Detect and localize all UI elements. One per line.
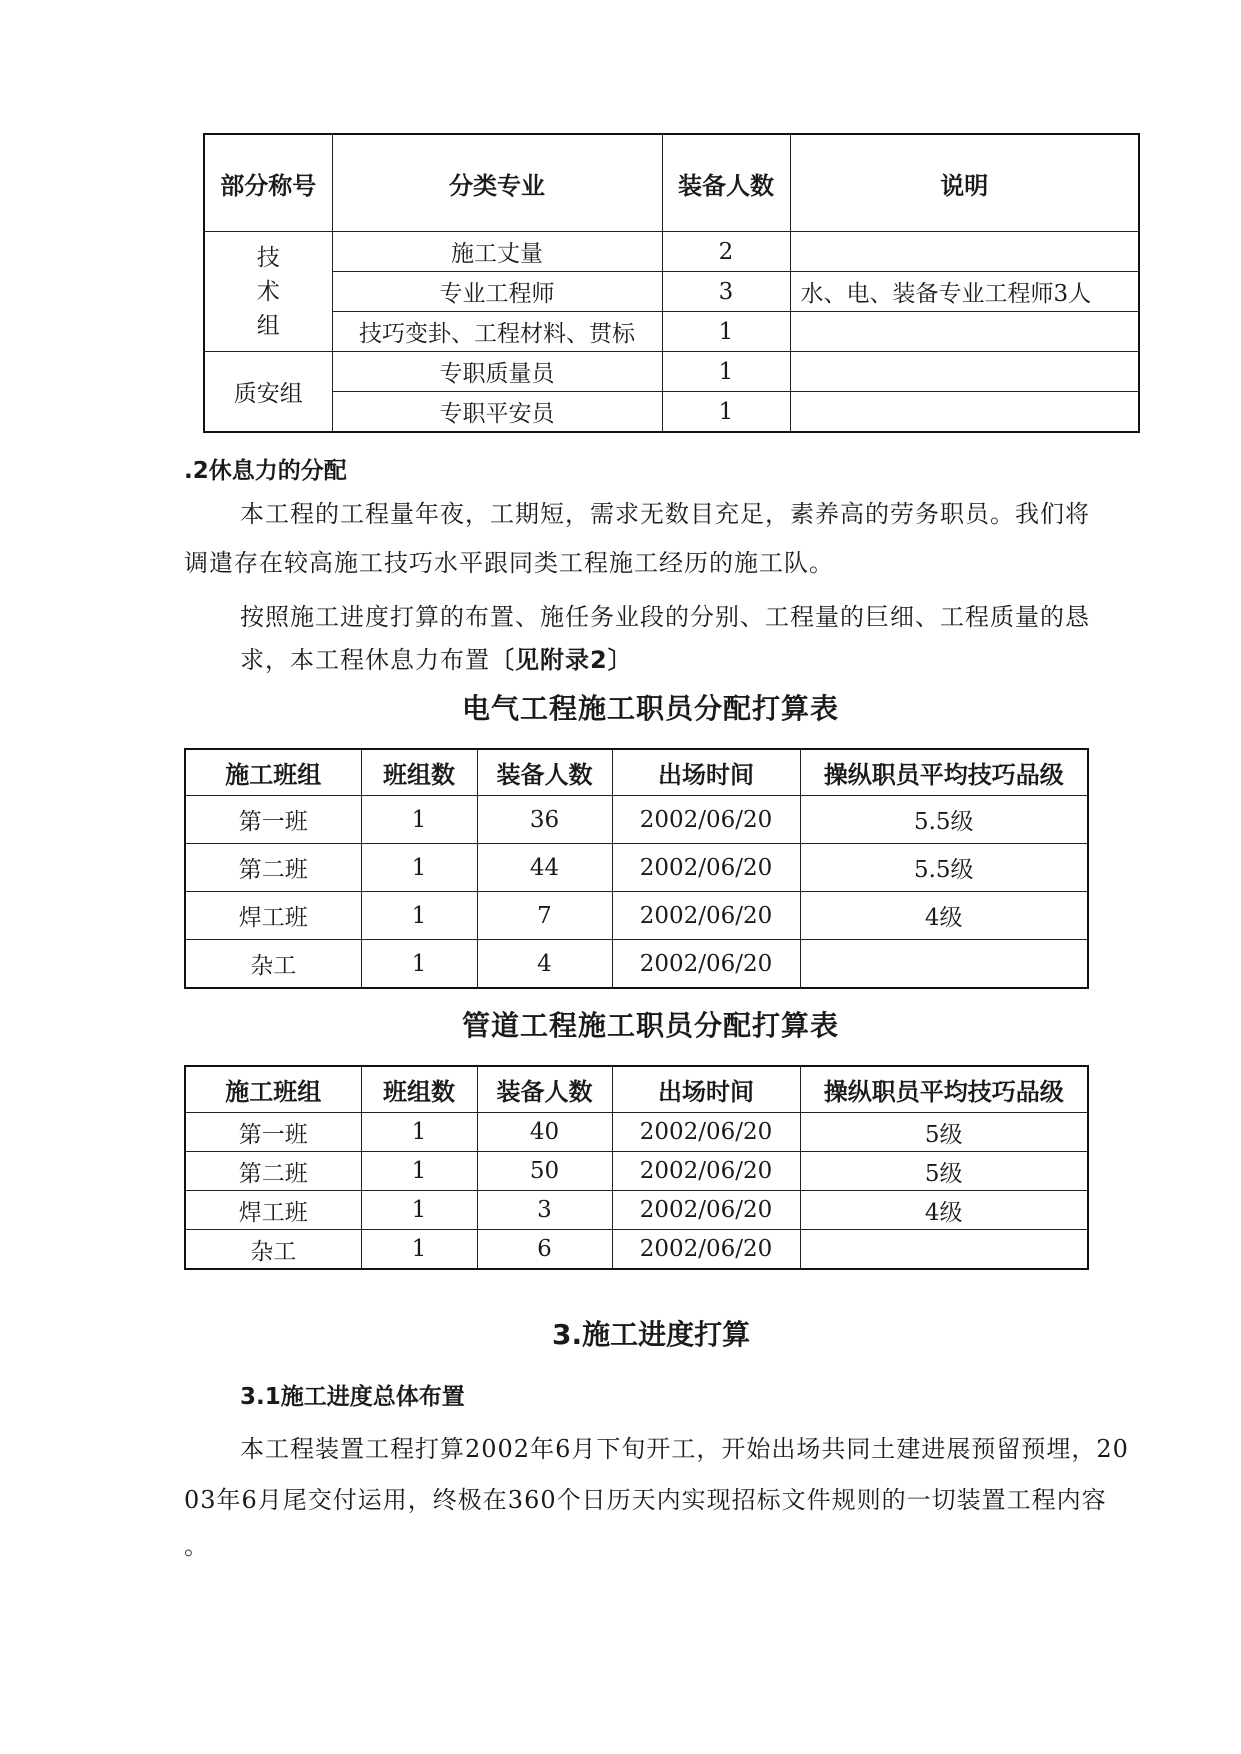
- note-cell: 水、电、装备专业工程师3人: [790, 272, 1139, 312]
- header-cell: 班组数: [361, 1066, 477, 1113]
- header-cell: 操纵职员平均技巧品级: [800, 749, 1088, 796]
- grade-cell: [800, 1230, 1088, 1270]
- group-count-cell: 1: [361, 1113, 477, 1152]
- paragraph-line: 调遣存在较高施工技巧水平跟同类工程施工经历的施工队。: [184, 549, 834, 577]
- header-cell: 施工班组: [185, 1066, 361, 1113]
- staff-count-cell: 44: [477, 844, 612, 892]
- staff-count-cell: 3: [477, 1191, 612, 1230]
- section-heading: 3.施工进度打算: [552, 1318, 751, 1351]
- appendix-reference: 〔见附录2〕: [490, 646, 633, 674]
- header-cell: 说明: [790, 134, 1139, 232]
- crew-cell: 焊工班: [185, 1191, 361, 1230]
- staff-count-cell: 40: [477, 1113, 612, 1152]
- specialty-cell: 技巧变卦、工程材料、贯标: [332, 312, 662, 352]
- staff-count-cell: 36: [477, 796, 612, 844]
- crew-cell: 第二班: [185, 1152, 361, 1191]
- table-header-row: [185, 749, 1088, 796]
- header-cell: 分类专业: [332, 134, 662, 232]
- table-row: [185, 796, 1088, 844]
- table-row: [185, 892, 1088, 940]
- group-count-cell: 1: [361, 940, 477, 989]
- table-row: [204, 272, 1139, 312]
- group-count-cell: 1: [361, 1230, 477, 1270]
- crew-cell: 第一班: [185, 796, 361, 844]
- group-count-cell: 1: [361, 1191, 477, 1230]
- date-cell: 2002/06/20: [612, 1113, 800, 1152]
- header-cell: 部分称号: [204, 134, 332, 232]
- table-title: 管道工程施工职员分配打算表: [462, 1009, 840, 1042]
- date-cell: 2002/06/20: [612, 1230, 800, 1270]
- group-name-quality: 质安组: [204, 352, 332, 433]
- table-row: [185, 1230, 1088, 1270]
- header-cell: 装备人数: [477, 749, 612, 796]
- date-cell: 2002/06/20: [612, 1191, 800, 1230]
- specialty-cell: 专职质量员: [332, 352, 662, 392]
- count-cell: 1: [662, 352, 790, 392]
- date-cell: 2002/06/20: [612, 1152, 800, 1191]
- table-row: [185, 1191, 1088, 1230]
- table-row: [204, 392, 1139, 433]
- crew-cell: 第二班: [185, 844, 361, 892]
- crew-cell: 杂工: [185, 940, 361, 989]
- table-row: [204, 352, 1139, 392]
- table-row: [204, 232, 1139, 272]
- specialty-cell: 专业工程师: [332, 272, 662, 312]
- date-cell: 2002/06/20: [612, 892, 800, 940]
- count-cell: 3: [662, 272, 790, 312]
- date-cell: 2002/06/20: [612, 940, 800, 989]
- pipeline-crew-table: [184, 1065, 1089, 1270]
- staff-count-cell: 6: [477, 1230, 612, 1270]
- paragraph-text: 求，本工程休息力布置: [240, 646, 490, 674]
- group-name-tech: [204, 232, 332, 352]
- crew-cell: 第一班: [185, 1113, 361, 1152]
- header-cell: 施工班组: [185, 749, 361, 796]
- grade-cell: 5级: [800, 1113, 1088, 1152]
- paragraph-line: 03年6月尾交付运用，终极在360个日历天内实现招标文件规则的一切装置工程内容: [184, 1486, 1107, 1514]
- header-cell: 出场时间: [612, 1066, 800, 1113]
- group-name-char: 术: [256, 278, 280, 305]
- note-cell: [790, 352, 1139, 392]
- grade-cell: 4级: [800, 1191, 1088, 1230]
- sub-heading: 3.1施工进度总体布置: [240, 1384, 465, 1410]
- header-cell: 班组数: [361, 749, 477, 796]
- note-cell: [790, 312, 1139, 352]
- count-cell: 2: [662, 232, 790, 272]
- group-count-cell: 1: [361, 796, 477, 844]
- group-name-char: 组: [256, 312, 280, 339]
- group-count-cell: 1: [361, 892, 477, 940]
- header-cell: 操纵职员平均技巧品级: [800, 1066, 1088, 1113]
- department-staff-table: [203, 133, 1140, 433]
- specialty-cell: 专职平安员: [332, 392, 662, 433]
- staff-count-cell: 7: [477, 892, 612, 940]
- table-header-row: [185, 1066, 1088, 1113]
- table-row: [185, 940, 1088, 989]
- staff-count-cell: 4: [477, 940, 612, 989]
- grade-cell: 5.5级: [800, 844, 1088, 892]
- paragraph-line: 本工程装置工程打算2002年6月下旬开工，开始出场共同土建进展预留预埋，20: [240, 1435, 1129, 1463]
- grade-cell: 5级: [800, 1152, 1088, 1191]
- table-title: 电气工程施工职员分配打算表: [462, 692, 840, 725]
- date-cell: 2002/06/20: [612, 844, 800, 892]
- table-row: [185, 1152, 1088, 1191]
- table-row: [204, 312, 1139, 352]
- table-header-row: [204, 134, 1139, 232]
- group-name-char: 技: [256, 244, 280, 271]
- grade-cell: 4级: [800, 892, 1088, 940]
- note-cell: [790, 232, 1139, 272]
- electrical-crew-table: [184, 748, 1089, 989]
- section-heading: .2休息力的分配: [184, 458, 347, 484]
- table-row: [185, 1113, 1088, 1152]
- note-cell: [790, 392, 1139, 433]
- paragraph-line: 按照施工进度打算的布置、施任务业段的分别、工程量的巨细、工程质量的恳: [240, 603, 1090, 631]
- specialty-cell: 施工丈量: [332, 232, 662, 272]
- date-cell: 2002/06/20: [612, 796, 800, 844]
- paragraph-line: 本工程的工程量年夜，工期短，需求无数目充足，素养高的劳务职员。我们将: [240, 500, 1090, 528]
- group-count-cell: 1: [361, 1152, 477, 1191]
- count-cell: 1: [662, 392, 790, 433]
- header-cell: 装备人数: [662, 134, 790, 232]
- header-cell: 装备人数: [477, 1066, 612, 1113]
- grade-cell: [800, 940, 1088, 989]
- paragraph-line: [240, 640, 633, 675]
- paragraph-line: 。: [184, 1532, 209, 1560]
- staff-count-cell: 50: [477, 1152, 612, 1191]
- grade-cell: 5.5级: [800, 796, 1088, 844]
- table-row: [185, 844, 1088, 892]
- header-cell: 出场时间: [612, 749, 800, 796]
- crew-cell: 杂工: [185, 1230, 361, 1270]
- crew-cell: 焊工班: [185, 892, 361, 940]
- group-count-cell: 1: [361, 844, 477, 892]
- count-cell: 1: [662, 312, 790, 352]
